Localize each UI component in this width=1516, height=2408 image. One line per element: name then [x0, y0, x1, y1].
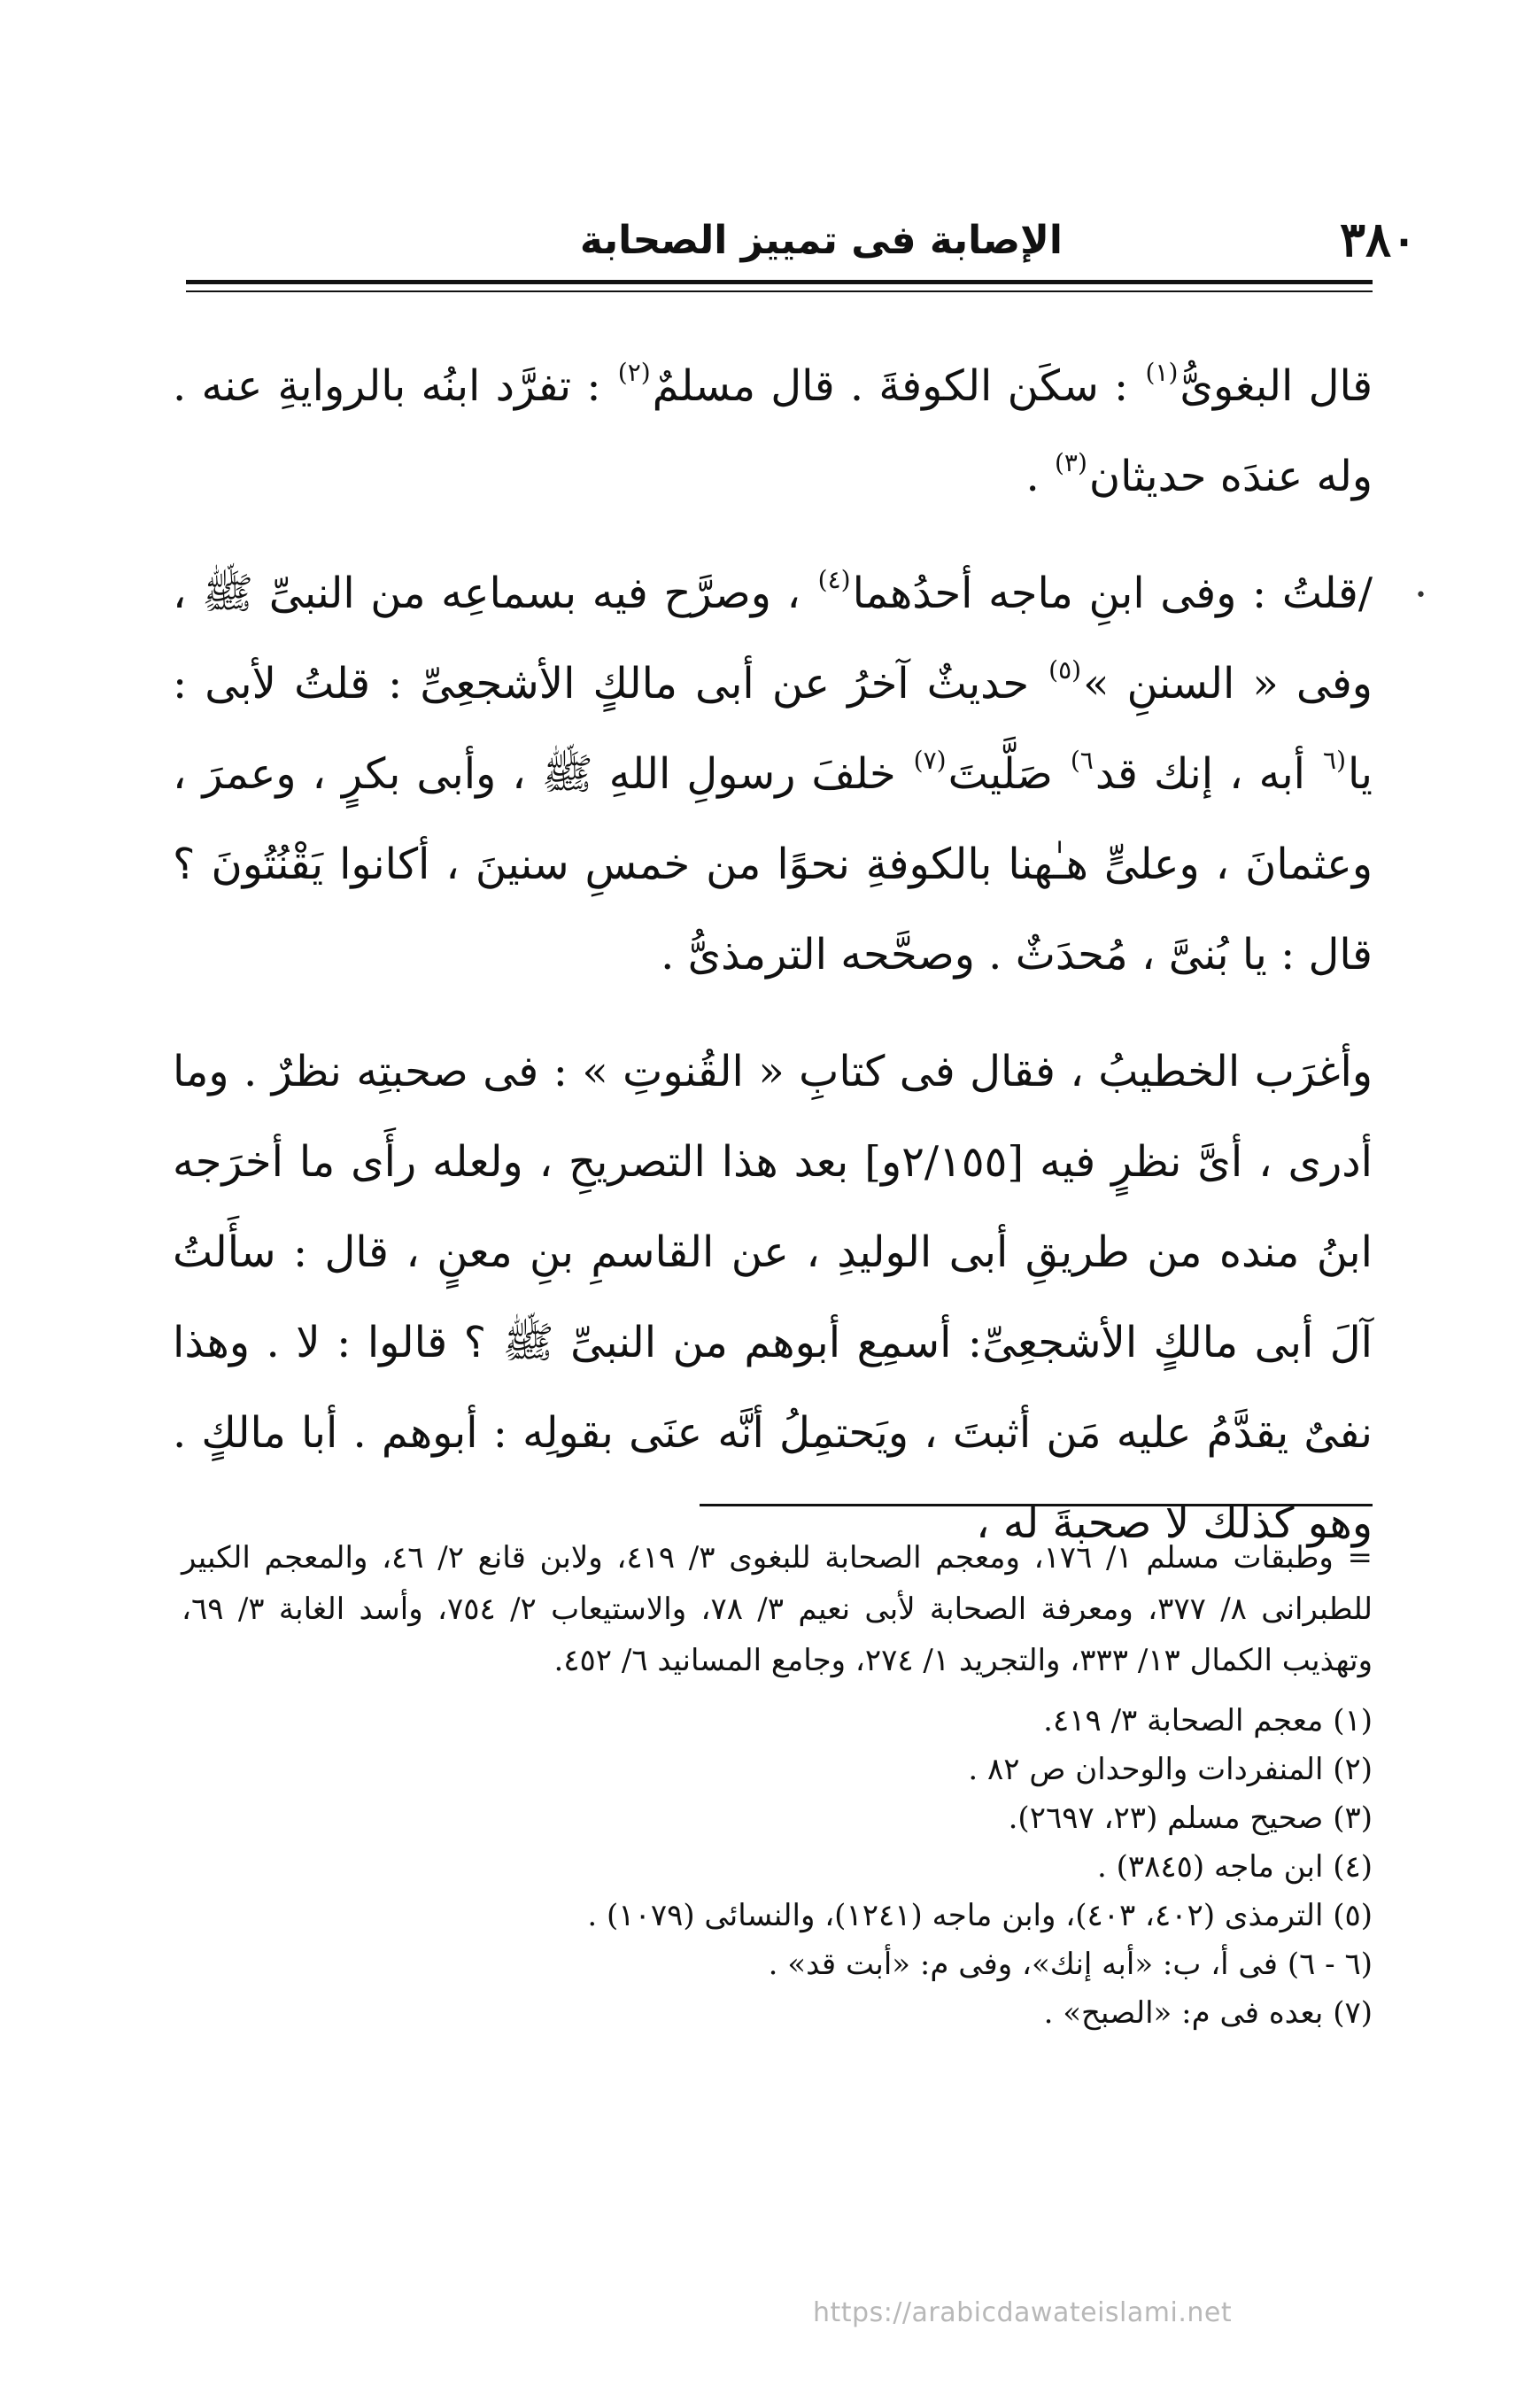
text-run: ، وصرَّح فيه بسماعِه من النبىِّ ﷺ ، وفى « السننِ »: [173, 569, 1373, 708]
footnote-item: (١) معجم الصحابة ٣/ ٤١٩.: [1043, 1703, 1373, 1738]
footnote-marker: (٢): [617, 358, 651, 387]
text-run: : تفرَّد ابنُه بالروايةِ عنه . وله عندَه حديثان: [173, 361, 1373, 501]
footnote-marker: (٤): [817, 565, 851, 594]
footnote-marker: (٣): [1054, 448, 1087, 477]
paragraph-1: [173, 341, 1373, 522]
main-text: [173, 341, 1373, 1568]
margin-mark: •: [1415, 585, 1427, 607]
text-run: صَلَّيتَ: [948, 749, 1053, 799]
footnote-list: [182, 1697, 1373, 2038]
footnote-item: (٦ - ٦) فى أ، ب: «أبه إنك»، وفى م: «أبت قد» .: [768, 1947, 1373, 1982]
text-run: أبه ، إنك قد: [1094, 749, 1306, 799]
footnote-item: (٤) ابن ماجه (٣٨٤٥) .: [1096, 1849, 1373, 1885]
footnote-continuation: = وطبقات مسلم ١/ ١٧٦، ومعجم الصحابة للبغوى ٣/ ٤١٩، ولابن قانع ٢/ ٤٦، والمعجم الكبير للطبرانى ٨/ ٣٧٧، ومعرفة الصحابة لأبى نعيم ٣/ ٧٨، والاستيعاب ٢/ ٧٥٤، وأسد الغابة ٣/ ٦٩، وتهذيب الكمال ١٣/ ٣٣٣، والتجريد ١/ ٢٧٤، وجامع المسانيد ٦/ ٤٥٢.: [182, 1540, 1373, 1678]
page-number: ٣٨٠: [1339, 211, 1417, 267]
text-run: .: [1025, 452, 1040, 501]
footnote-marker: (٧): [913, 746, 947, 775]
running-title: الإصابة فى تمييز الصحابة: [579, 218, 1063, 263]
source-watermark: https://arabicdawateislami.net: [813, 2297, 1233, 2328]
text-run: : سكَن الكوفةَ . قال مسلمٌ: [652, 361, 1129, 411]
header-rule: [186, 280, 1373, 284]
text-run: /قلتُ : وفى ابنِ ماجه أحدُهما: [852, 569, 1373, 618]
footnotes: [182, 1532, 1373, 2038]
paragraph-3: [173, 1026, 1373, 1568]
footnote-item: (٧) بعده فى م: «الصبح» .: [1043, 1995, 1373, 2031]
manuscript-folio-ref: [٢/١٥٥و]: [864, 1137, 1025, 1187]
footnote-item: (٢) المنفردات والوحدان ص ٨٢ .: [968, 1752, 1373, 1787]
text-run: قال البغوىُّ: [1180, 361, 1373, 411]
footnote-item: (٣) صحيح مسلم (٢٣، ٢٦٩٧).: [1008, 1800, 1373, 1836]
paragraph-2: [173, 548, 1373, 1000]
footnote-marker: ٦): [1070, 746, 1094, 775]
page-header: [266, 211, 1417, 273]
footnote-marker: (٥): [1048, 655, 1082, 685]
footnote-item: (٥) الترمذى (٤٠٢، ٤٠٣)، وابن ماجه (١٢٤١)، والنسائى (١٠٧٩) .: [587, 1898, 1373, 1933]
text-run: بعد هذا التصريحِ ، ولعله رأَى ما أخرَجه ابنُ منده من طريقِ أبى الوليدِ ، عن القاسمِ بنِ معنٍ ، قال : سأَلتُ آلَ أبى مالكٍ الأشجعِىِّ: أسمِع أبوهم من النبىِّ ﷺ ؟ قالوا : لا . وهذا نفىٌ يقدَّمُ عليه مَن أثبتَ ، ويَحتمِلُ أنَّه عنَى بقولِه : أبوهم . أبا مالكٍ . وهو كذلك لا صحبةَ له ،: [173, 1137, 1373, 1548]
footnote-separator: [700, 1504, 1373, 1506]
text-run: وأغرَب الخطيبُ ، فقال فى كتابِ « القُنوتِ » : فى صحبتِه نظرٌ . وما أدرى ، أىَّ نظرٍ فيه: [173, 1047, 1373, 1187]
footnote-marker: (١): [1145, 358, 1179, 387]
header-rule-thin: [186, 290, 1373, 292]
text-run: حديثٌ آخرُ عن أبى مالكٍ الأشجعِىِّ : قلتُ لأبى : يا: [173, 659, 1373, 799]
footnote-marker: (٦: [1323, 746, 1346, 775]
text-run: خلفَ رسولِ اللهِ ﷺ ، وأبى بكرٍ ، وعمرَ ، وعثمانَ ، وعلىٍّ هـٰهنا بالكوفةِ نحوًا من خمسِ سنينَ ، أكانوا يَقْنُتُونَ ؟ قال : يا بُنىَّ ، مُحدَثٌ . وصحَّحه الترمذىُّ .: [173, 749, 1373, 979]
